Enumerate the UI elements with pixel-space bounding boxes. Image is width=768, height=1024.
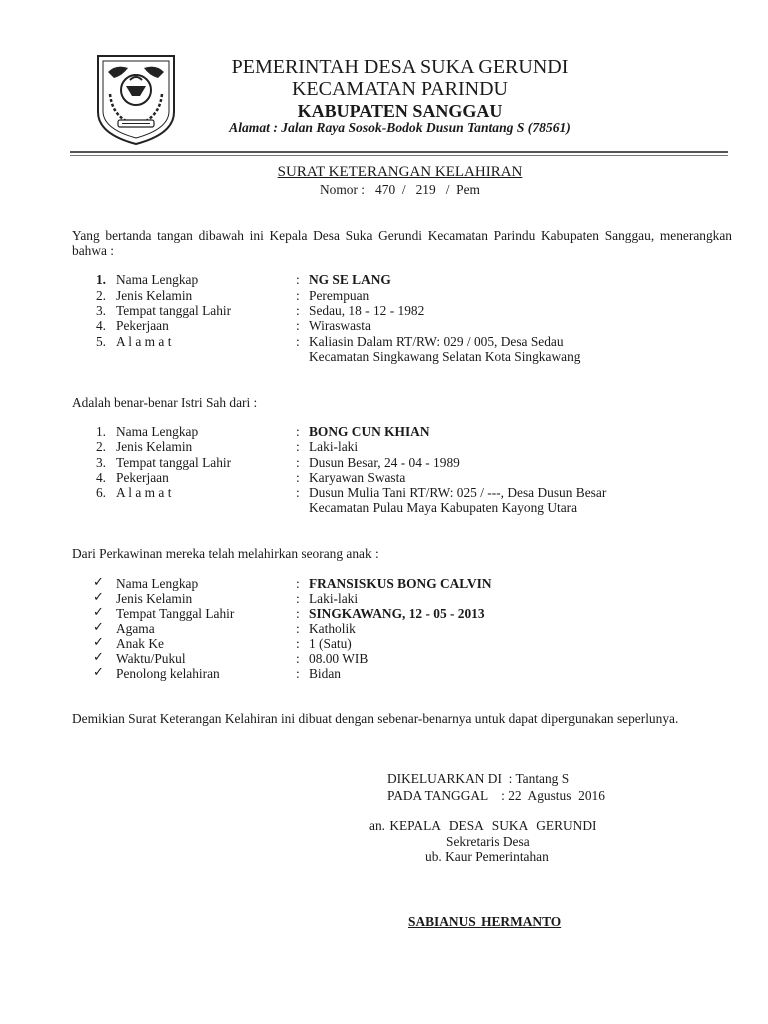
father-name-value: BONG CUN KHIAN [309, 424, 430, 439]
row-colon: : [296, 334, 300, 349]
mother-address-line2: Kecamatan Singkawang Selatan Kota Singkawang [309, 349, 581, 364]
mother-gender-value: Perempuan [309, 288, 370, 303]
child-row-label: Nama Lengkap [116, 576, 199, 591]
father-gender-value: Laki-laki [309, 439, 359, 454]
signatory-division: ub. Kaur Pemerintahan [425, 849, 549, 864]
checkmark-icon: ✓ [93, 650, 104, 665]
child-row-label: Agama [116, 621, 155, 636]
child-row-label: Tempat Tanggal Lahir [116, 606, 235, 621]
child-gender-value: Laki-laki [309, 591, 359, 606]
row-colon: : [296, 318, 300, 333]
row-colon: : [296, 651, 300, 666]
mother-row-number: 1. [95, 272, 106, 287]
mother-row-label: Jenis Kelamin [116, 288, 193, 303]
father-address-line2: Kecamatan Pulau Maya Kabupaten Kayong Utara [309, 500, 578, 515]
signatory-title: an. KEPALA DESA SUKA GERUNDI [369, 818, 597, 833]
mother-row-label: A l a m a t [116, 334, 172, 349]
mother-row-number: 4. [95, 318, 106, 333]
mother-row-number: 5. [95, 334, 106, 349]
row-colon: : [296, 636, 300, 651]
father-row-label: Tempat tanggal Lahir [116, 455, 232, 470]
checkmark-icon: ✓ [93, 605, 104, 620]
header-regency-name: KABUPATEN SANGGAU [297, 101, 503, 121]
child-intro: Dari Perkawinan mereka telah melahirkan seorang anak : [72, 546, 379, 561]
document-number: Nomor : 470 / 219 / Pem [320, 182, 480, 197]
header-district-name: KECAMATAN PARINDU [291, 78, 508, 100]
father-occupation-value: Karyawan Swasta [309, 470, 406, 485]
row-colon: : [296, 621, 300, 636]
mother-occupation-value: Wiraswasta [309, 318, 371, 333]
child-order-value: 1 (Satu) [309, 636, 352, 651]
row-colon: : [296, 470, 300, 485]
child-birth-attendant-value: Bidan [309, 666, 341, 681]
mother-address-value: Kaliasin Dalam RT/RW: 029 / 005, Desa Sedau [309, 334, 564, 349]
checkmark-icon: ✓ [93, 575, 104, 590]
row-colon: : [296, 288, 300, 303]
father-row-label: Nama Lengkap [116, 424, 199, 439]
header-address: Alamat : Jalan Raya Sosok-Bodok Dusun Tantang S (78561) [229, 120, 571, 135]
father-row-label: Jenis Kelamin [116, 439, 193, 454]
issued-place: DIKELUARKAN DI : Tantang S [387, 771, 570, 786]
mother-row-label: Pekerjaan [116, 318, 169, 333]
checkmark-icon: ✓ [93, 635, 104, 650]
row-colon: : [296, 485, 300, 500]
header-divider-thick [70, 151, 728, 153]
father-row-number: 4. [95, 470, 106, 485]
father-row-number: 2. [95, 439, 106, 454]
checkmark-icon: ✓ [93, 590, 104, 605]
row-colon: : [296, 591, 300, 606]
child-row-label: Anak Ke [116, 636, 164, 651]
document-title: SURAT KETERANGAN KELAHIRAN [277, 164, 523, 180]
row-colon: : [296, 606, 300, 621]
child-birth-value: SINGKAWANG, 12 - 05 - 2013 [309, 606, 485, 621]
intro-paragraph: Yang bertanda tangan dibawah ini Kepala Desa Suka Gerundi Kecamatan Parindu Kabupaten Sanggau, menerangkan bahwa : [72, 228, 732, 258]
father-row-number: 3. [95, 455, 106, 470]
child-row-label: Penolong kelahiran [116, 666, 220, 681]
child-name-value: FRANSISKUS BONG CALVIN [309, 576, 492, 591]
father-birth-value: Dusun Besar, 24 - 04 - 1989 [309, 455, 460, 470]
row-colon: : [296, 439, 300, 454]
signatory-position: Sekretaris Desa [446, 834, 530, 849]
header-government-name: PEMERINTAH DESA SUKA GERUNDI [231, 56, 569, 78]
mother-row-label: Tempat tanggal Lahir [116, 303, 232, 318]
father-row-number: 6. [95, 485, 106, 500]
row-colon: : [296, 576, 300, 591]
header-divider-thin [70, 155, 728, 156]
father-row-label: A l a m a t [116, 485, 172, 500]
row-colon: : [296, 272, 300, 287]
child-religion-value: Katholik [309, 621, 356, 636]
child-row-label: Waktu/Pukul [116, 651, 186, 666]
row-colon: : [296, 666, 300, 681]
signatory-name: SABIANUS HERMANTO [408, 914, 562, 929]
spouse-intro: Adalah benar-benar Istri Sah dari : [72, 395, 258, 410]
father-address-value: Dusun Mulia Tani RT/RW: 025 / ---, Desa Dusun Besar [309, 485, 607, 500]
father-row-label: Pekerjaan [116, 470, 169, 485]
father-row-number: 1. [95, 424, 106, 439]
mother-row-number: 3. [95, 303, 106, 318]
mother-row-number: 2. [95, 288, 106, 303]
row-colon: : [296, 424, 300, 439]
checkmark-icon: ✓ [93, 620, 104, 635]
row-colon: : [296, 303, 300, 318]
mother-name-value: NG SE LANG [309, 272, 391, 287]
closing-paragraph: Demikian Surat Keterangan Kelahiran ini dibuat dengan sebenar-benarnya untuk dapat dipergunakan seperlunya. [72, 711, 679, 726]
child-row-label: Jenis Kelamin [116, 591, 193, 606]
issued-date: PADA TANGGAL : 22 Agustus 2016 [387, 788, 605, 803]
row-colon: : [296, 455, 300, 470]
checkmark-icon: ✓ [93, 665, 104, 680]
mother-birth-value: Sedau, 18 - 12 - 1982 [309, 303, 425, 318]
mother-row-label: Nama Lengkap [116, 272, 199, 287]
child-time-value: 08.00 WIB [309, 651, 369, 666]
